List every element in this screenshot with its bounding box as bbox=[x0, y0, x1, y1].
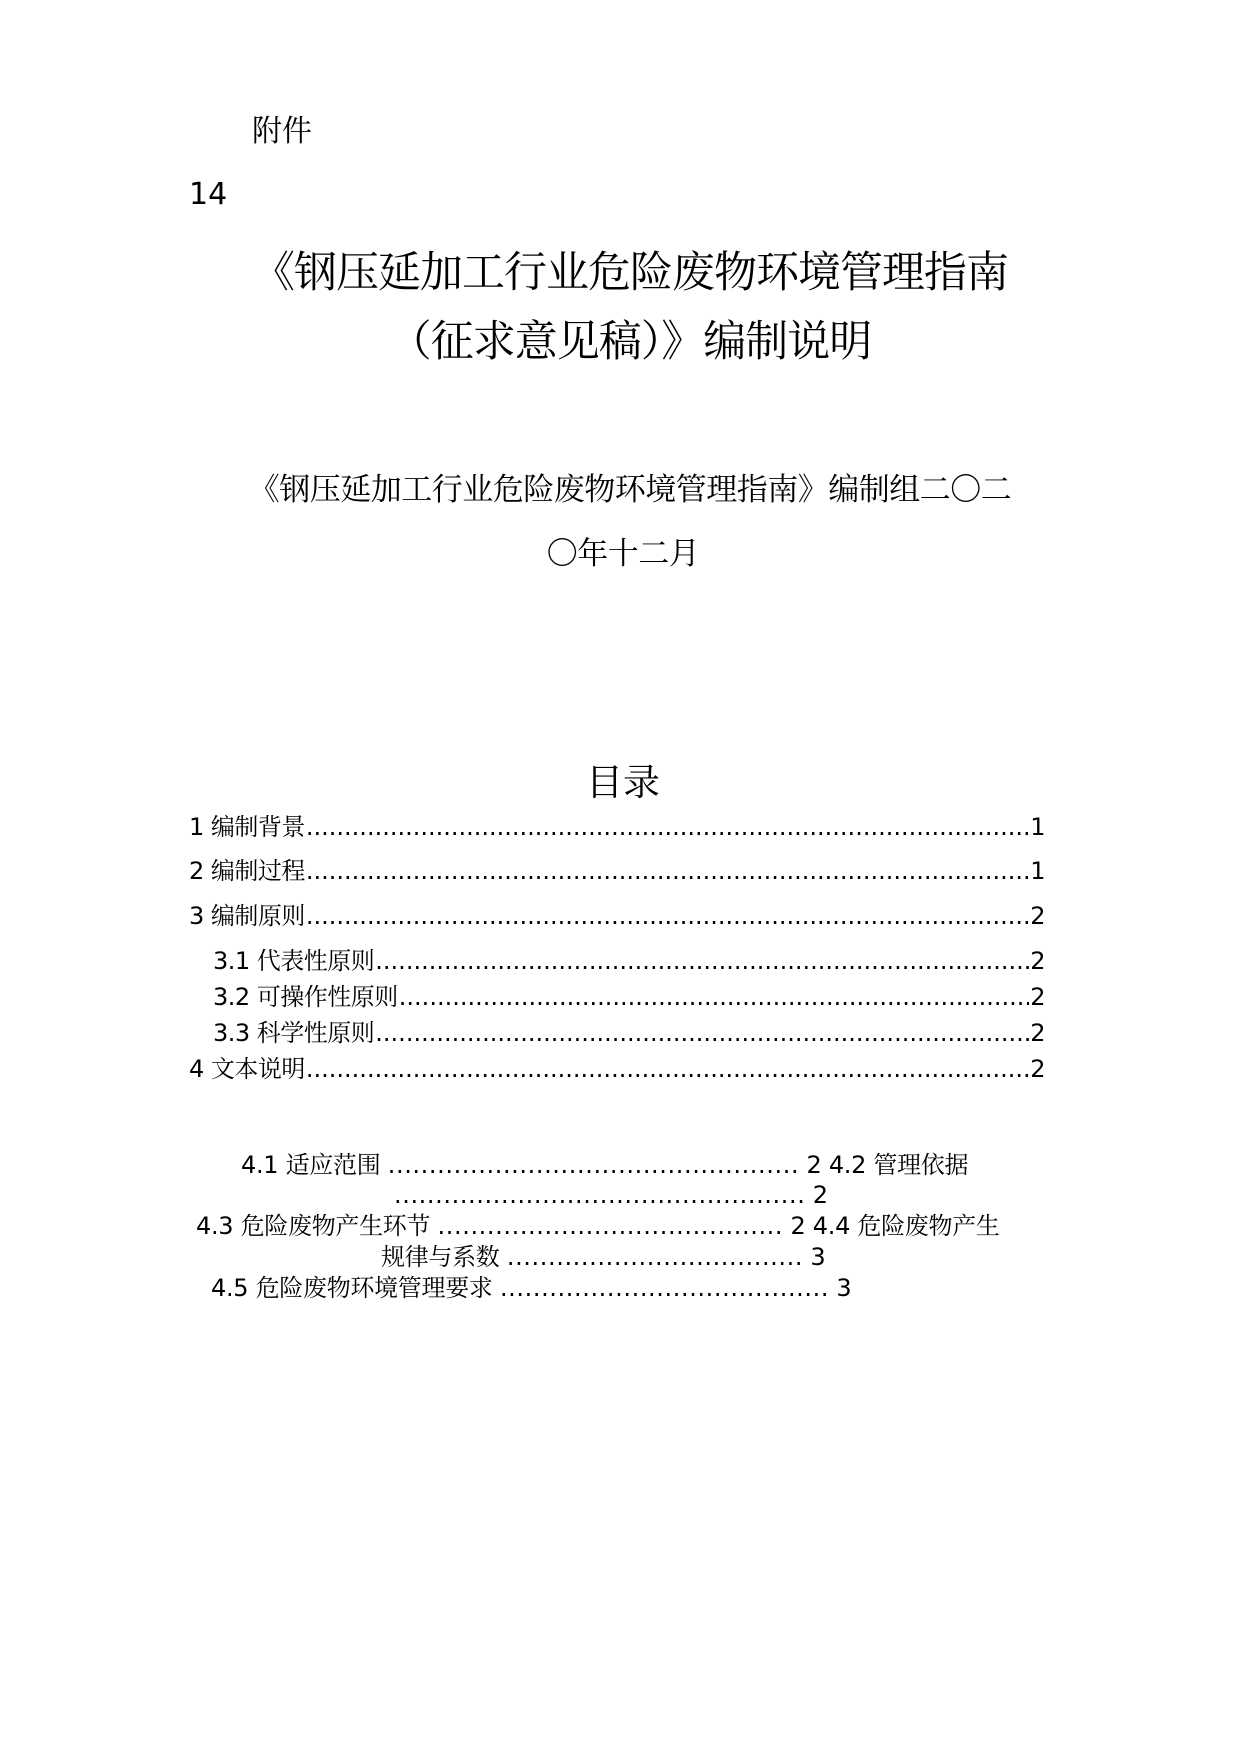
toc-entry-label: 3.3 科学性原则 bbox=[213, 1019, 375, 1047]
toc-entry-page: 2 bbox=[1030, 1019, 1045, 1047]
toc-entry-page: 2 bbox=[1030, 1055, 1045, 1083]
toc-subentry[interactable] bbox=[213, 945, 1045, 977]
toc-leader-dots bbox=[399, 981, 1029, 1013]
toc-leader-dots: .................................... bbox=[506, 1243, 804, 1271]
toc-subentry[interactable] bbox=[213, 1017, 1045, 1049]
attachment-number: 14 bbox=[189, 177, 228, 212]
toc-entry[interactable] bbox=[189, 811, 1045, 843]
toc-entry-label: 4 文本说明 bbox=[189, 1055, 305, 1083]
toc-entry-page: 2 bbox=[1030, 983, 1045, 1011]
toc-entry-label: 3.2 可操作性原则 bbox=[213, 983, 398, 1011]
toc-entry-page: 2 4.2 管理依据 bbox=[799, 1151, 969, 1179]
toc-leader-dots bbox=[306, 900, 1029, 932]
toc-leader-dots: .......................................... bbox=[437, 1212, 784, 1240]
toc-entry-label: 1 编制背景 bbox=[189, 813, 305, 841]
document-title-line-2: （征求意见稿）》编制说明 bbox=[388, 317, 872, 367]
toc-entry-label: 4.1 适应范围 bbox=[241, 1151, 388, 1179]
toc-subentry-line[interactable] bbox=[241, 1149, 968, 1181]
toc-subentry-line[interactable] bbox=[394, 1179, 828, 1211]
toc-entry-page: 2 bbox=[1030, 947, 1045, 975]
toc-leader-dots bbox=[375, 945, 1029, 977]
toc-entry-label: 4.5 危险废物环境管理要求 bbox=[211, 1274, 500, 1302]
toc-entry[interactable] bbox=[189, 855, 1045, 887]
attachment-label: 附件 bbox=[252, 114, 312, 149]
toc-entry-page: 3 bbox=[803, 1243, 826, 1271]
toc-entry-label: 4.3 危险废物产生环节 bbox=[196, 1212, 438, 1240]
toc-entry-page: 2 bbox=[805, 1181, 828, 1209]
toc-heading: 目录 bbox=[586, 761, 660, 804]
toc-entry-page: 3 bbox=[829, 1274, 852, 1302]
toc-leader-dots bbox=[306, 855, 1029, 887]
organization-line-1: 《钢压延加工行业危险废物环境管理指南》编制组二〇二 bbox=[248, 472, 1012, 508]
toc-entry-page: 1 bbox=[1030, 813, 1045, 841]
toc-entry[interactable] bbox=[189, 900, 1045, 932]
toc-entry-label: 规律与系数 bbox=[381, 1243, 507, 1271]
document-title-line-1: 《钢压延加工行业危险废物环境管理指南 bbox=[252, 248, 1008, 298]
toc-entry-label: 3.1 代表性原则 bbox=[213, 947, 375, 975]
toc-subentry-line[interactable] bbox=[196, 1210, 1000, 1242]
toc-leader-dots: ........................................ bbox=[499, 1274, 830, 1302]
toc-entry[interactable] bbox=[189, 1053, 1045, 1085]
organization-date-line: 〇年十二月 bbox=[546, 536, 700, 572]
toc-leader-dots bbox=[306, 811, 1029, 843]
toc-leader-dots: .................................................. bbox=[394, 1181, 806, 1209]
toc-leader-dots bbox=[306, 1053, 1029, 1085]
toc-entry-label: 3 编制原则 bbox=[189, 902, 305, 930]
toc-leader-dots bbox=[375, 1017, 1029, 1049]
toc-entry-page: 1 bbox=[1030, 857, 1045, 885]
toc-subentry[interactable] bbox=[213, 981, 1045, 1013]
toc-entry-page: 2 4.4 危险废物产生 bbox=[783, 1212, 1000, 1240]
toc-leader-dots: .................................................. bbox=[387, 1151, 800, 1179]
toc-subentry-line[interactable] bbox=[211, 1272, 851, 1304]
toc-entry-label: 2 编制过程 bbox=[189, 857, 305, 885]
toc-subentry-line[interactable] bbox=[381, 1241, 825, 1273]
toc-entry-page: 2 bbox=[1030, 902, 1045, 930]
